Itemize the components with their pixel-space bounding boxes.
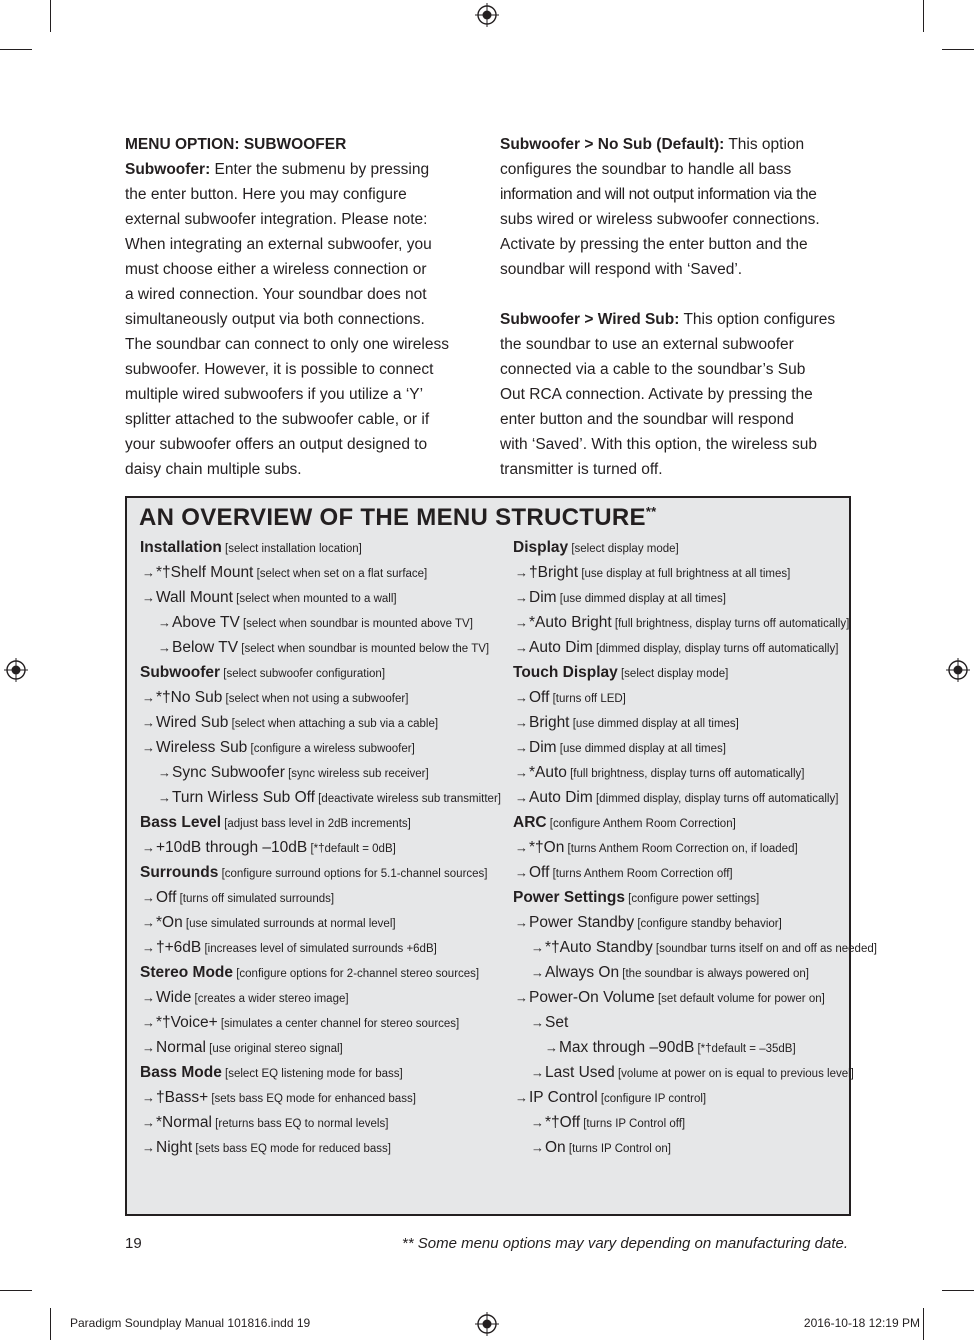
menu-option-note: [configure Anthem Room Correction]	[546, 818, 736, 830]
arrow-icon: →	[158, 640, 171, 655]
menu-option	[140, 835, 500, 860]
menu-option-label: Turn Wirless Sub Off	[172, 789, 315, 806]
arrow-icon: →	[515, 740, 528, 755]
menu-option-note: [select when attaching a sub via a cable]	[228, 718, 439, 730]
menu-option-note: [the soundbar is always powered on]	[619, 968, 809, 980]
menu-option-label: Power Settings	[513, 889, 625, 906]
menu-option	[140, 785, 500, 810]
menu-option	[513, 910, 847, 935]
menu-option-note: [returns bass EQ to normal levels]	[211, 1118, 389, 1130]
footnote-mark: **	[645, 504, 657, 519]
menu-option-label: Power Standby	[529, 914, 635, 931]
menu-option	[513, 735, 847, 760]
arrow-icon: →	[158, 790, 171, 805]
menu-option-note: [creates a wider stereo image]	[191, 993, 349, 1005]
menu-heading	[513, 535, 847, 560]
menu-option	[513, 935, 877, 960]
menu-option-note: [turns off simulated surrounds]	[176, 893, 335, 905]
slug-timestamp: 2016-10-18 12:19 PM	[803, 1316, 920, 1330]
arrow-icon: →	[142, 740, 155, 755]
text-line: external subwoofer integration. Please note:	[125, 211, 428, 228]
menu-option-label: Bass Mode	[140, 1064, 222, 1081]
menu-option-note: [full brightness, display turns off automatically]	[566, 768, 805, 780]
menu-option	[513, 710, 847, 735]
menu-option-label: Wall Mount	[156, 589, 233, 606]
menu-option	[513, 635, 847, 660]
crop-mark	[942, 49, 974, 50]
menu-heading	[140, 1060, 500, 1085]
menu-structure-box	[125, 496, 877, 1216]
arrow-icon: →	[515, 865, 528, 880]
menu-heading	[140, 660, 500, 685]
footer-note: ** Some menu options may vary depending on manufacturing date.	[401, 1235, 848, 1252]
menu-option-label: Below TV	[172, 639, 239, 656]
menu-option	[140, 760, 500, 785]
menu-heading	[513, 885, 847, 910]
text-line: daisy chain multiple subs.	[125, 461, 302, 478]
menu-option-note: [turns Anthem Room Correction off]	[549, 868, 733, 880]
menu-option-note: [configure options for 2-channel stereo sources]	[233, 968, 480, 980]
arrow-icon: →	[158, 615, 171, 630]
text-line: This option	[724, 136, 805, 153]
menu-option-note: [*†default = –35dB]	[694, 1043, 796, 1055]
menu-option-note: [turns off LED]	[549, 693, 626, 705]
menu-option-note: [configure power settings]	[624, 893, 760, 905]
menu-option-note: [select installation location]	[221, 543, 362, 555]
menu-option-label: Above TV	[172, 614, 240, 631]
menu-option-note: [use dimmed display at all times]	[556, 593, 726, 605]
menu-option-label: On	[545, 1139, 566, 1156]
menu-option	[140, 560, 500, 585]
arrow-icon: →	[545, 1040, 558, 1055]
crop-mark	[923, 0, 924, 32]
menu-option-note: [select display mode]	[617, 668, 729, 680]
menu-option-label: Wide	[156, 989, 192, 1006]
menu-option-note: [select subwoofer configuration]	[220, 668, 386, 680]
menu-option-note: [select when mounted to a wall]	[232, 593, 397, 605]
menu-option-note: [turns IP Control on]	[565, 1143, 671, 1155]
crop-mark	[923, 1308, 924, 1340]
menu-option	[513, 610, 850, 635]
arrow-icon: →	[142, 590, 155, 605]
arrow-icon: →	[142, 890, 155, 905]
arrow-icon: →	[515, 1090, 528, 1105]
menu-option-note: [set default volume for power on]	[654, 993, 825, 1005]
arrow-icon: →	[142, 565, 155, 580]
arrow-icon: →	[158, 765, 171, 780]
text-line: the enter button. Here you may configure	[125, 186, 407, 203]
menu-option-label: *†No Sub	[156, 689, 223, 706]
menu-option-note: [select when set on a flat surface]	[253, 568, 428, 580]
menu-option-label: Off	[156, 889, 177, 906]
crop-mark	[50, 1308, 51, 1340]
menu-option	[140, 910, 500, 935]
text-line: multiple wired subwoofers if you utilize a ‘Y’	[125, 386, 424, 403]
text-line: When integrating an external subwoofer, you	[125, 236, 432, 253]
menu-option-note: [configure surround options for 5.1-channel sources]	[218, 868, 488, 880]
menu-option-label: +10dB through –10dB	[156, 839, 308, 856]
arrow-icon: →	[142, 1090, 155, 1105]
no-sub-paragraph	[500, 132, 855, 157]
arrow-icon: →	[142, 915, 155, 930]
menu-option-note: [*†default = 0dB]	[307, 843, 396, 855]
menu-option-label: Wireless Sub	[156, 739, 248, 756]
arrow-icon: →	[515, 640, 528, 655]
menu-column-left	[140, 535, 500, 1160]
menu-option-note: [increases level of simulated surrounds +6dB]	[201, 943, 437, 955]
menu-option-label: *†Voice+	[156, 1014, 218, 1031]
menu-option	[140, 885, 500, 910]
menu-option-note: [turns IP Control off]	[580, 1118, 686, 1130]
text-line: enter button and the soundbar will respond	[500, 411, 794, 428]
menu-option-note: [use simulated surrounds at normal level]	[182, 918, 396, 930]
crop-mark	[50, 0, 51, 32]
arrow-icon: →	[531, 940, 544, 955]
text-line: subwoofer. However, it is possible to connect	[125, 361, 434, 378]
arrow-icon: →	[515, 840, 528, 855]
menu-option-label: Sync Subwoofer	[172, 764, 285, 781]
menu-option-label: Power-On Volume	[529, 989, 655, 1006]
menu-option	[513, 785, 847, 810]
text-line: connected via a cable to the soundbar’s Sub	[500, 361, 806, 378]
menu-option-note: [dimmed display, display turns off automatically]	[592, 793, 839, 805]
arrow-icon: →	[515, 790, 528, 805]
menu-option	[140, 685, 500, 710]
menu-option-note: [select display mode]	[568, 543, 679, 555]
menu-option-label: *†Auto Standby	[545, 939, 653, 956]
arrow-icon: →	[531, 1015, 544, 1030]
menu-option-label: IP Control	[529, 1089, 598, 1106]
text-line: transmitter is turned off.	[500, 461, 663, 478]
menu-option-label: *†On	[529, 839, 565, 856]
menu-heading	[140, 960, 500, 985]
text-line: a wired connection. Your soundbar does not	[125, 286, 427, 303]
menu-option-note: [use display at full brightness at all times]	[578, 568, 791, 580]
menu-option-note: [dimmed display, display turns off automatically]	[592, 643, 839, 655]
menu-option-note: [adjust bass level in 2dB increments]	[221, 818, 411, 830]
registration-mark-icon	[4, 658, 28, 682]
arrow-icon: →	[142, 690, 155, 705]
menu-option-note: [full brightness, display turns off automatically]	[611, 618, 850, 630]
section-heading: MENU OPTION: SUBWOOFER	[125, 136, 347, 153]
menu-option	[140, 735, 500, 760]
subwoofer-paragraph	[125, 157, 477, 182]
menu-option-label: Display	[513, 539, 569, 556]
menu-option-label: *†Off	[545, 1114, 581, 1131]
menu-option	[140, 985, 500, 1010]
menu-option	[513, 1035, 847, 1060]
menu-option-note: [soundbar turns itself on and off as needed]	[652, 943, 877, 955]
menu-option-label: Bass Level	[140, 814, 221, 831]
menu-option-note: [select when not using a subwoofer]	[222, 693, 409, 705]
menu-option	[513, 1085, 847, 1110]
menu-option-label: Bright	[529, 714, 570, 731]
menu-option-note: [simulates a center channel for stereo sources]	[217, 1018, 460, 1030]
paragraph-lead: Subwoofer:	[125, 161, 211, 178]
menu-option	[513, 860, 847, 885]
text-line: The soundbar can connect to only one wireless	[125, 336, 449, 353]
arrow-icon: →	[142, 840, 155, 855]
right-text-column	[500, 132, 855, 482]
registration-mark-icon	[475, 3, 499, 27]
menu-option-label: Surrounds	[140, 864, 219, 881]
arrow-icon: →	[515, 565, 528, 580]
menu-option	[513, 560, 847, 585]
arrow-icon: →	[515, 990, 528, 1005]
menu-option-label: Stereo Mode	[140, 964, 234, 981]
text-line: information and will not output information via the	[500, 186, 817, 203]
menu-structure-title: AN OVERVIEW OF THE MENU STRUCTURE**	[139, 504, 657, 531]
menu-option-label: *Normal	[156, 1114, 212, 1131]
arrow-icon: →	[531, 1065, 544, 1080]
slug-filename: Paradigm Soundplay Manual 101816.indd 19	[70, 1316, 311, 1330]
menu-option	[513, 960, 847, 985]
menu-option-label: †Bright	[529, 564, 579, 581]
menu-option-label: *Auto Bright	[529, 614, 612, 631]
menu-column-right	[513, 535, 877, 1160]
crop-mark	[0, 1290, 32, 1291]
text-line: soundbar will respond with ‘Saved’.	[500, 261, 743, 278]
text-line: must choose either a wireless connection or	[125, 261, 427, 278]
text-line: configures the soundbar to handle all bass	[500, 161, 792, 178]
arrow-icon: →	[142, 940, 155, 955]
paragraph-lead: Subwoofer > No Sub (Default):	[500, 136, 725, 153]
menu-option-label: Off	[529, 864, 550, 881]
menu-option-label: ARC	[513, 814, 547, 831]
menu-option-label: Max through –90dB	[559, 1039, 695, 1056]
text-line: Enter the submenu by pressing	[210, 161, 430, 178]
menu-option	[513, 1060, 854, 1085]
menu-option	[140, 1135, 500, 1160]
arrow-icon: →	[531, 1115, 544, 1130]
menu-option-note: [use dimmed display at all times]	[556, 743, 726, 755]
text-line: subs wired or wireless subwoofer connections.	[500, 211, 820, 228]
crop-mark	[942, 1290, 974, 1291]
text-line: Activate by pressing the enter button and the	[500, 236, 808, 253]
menu-option-label: Dim	[529, 589, 557, 606]
menu-option-label: Night	[156, 1139, 193, 1156]
menu-option-label: Last Used	[545, 1064, 615, 1081]
menu-option	[513, 985, 847, 1010]
menu-option-label: Auto Dim	[529, 639, 593, 656]
paragraph-lead: Subwoofer > Wired Sub:	[500, 311, 680, 328]
menu-option-note: [select EQ listening mode for bass]	[221, 1068, 403, 1080]
menu-option-label: *On	[156, 914, 183, 931]
text-line: with ‘Saved’. With this option, the wireless sub	[500, 436, 818, 453]
menu-option-note: [configure IP control]	[597, 1093, 707, 1105]
menu-heading	[140, 860, 500, 885]
menu-option	[513, 1110, 847, 1135]
arrow-icon: →	[515, 765, 528, 780]
text-line: This option configures	[679, 311, 836, 328]
menu-option	[140, 710, 500, 735]
arrow-icon: →	[142, 715, 155, 730]
menu-option-note: [configure a wireless subwoofer]	[247, 743, 415, 755]
menu-option-label: *Auto	[529, 764, 567, 781]
registration-mark-icon	[475, 1312, 499, 1336]
menu-option-label: Set	[545, 1014, 569, 1031]
arrow-icon: →	[515, 615, 528, 630]
menu-option	[140, 935, 500, 960]
text-line: splitter attached to the subwoofer cable, or if	[125, 411, 430, 428]
registration-mark-icon	[946, 658, 970, 682]
menu-option	[140, 1085, 500, 1110]
menu-option	[513, 835, 847, 860]
menu-option	[140, 585, 500, 610]
menu-option	[140, 1010, 500, 1035]
menu-option	[140, 1035, 500, 1060]
menu-option	[140, 635, 500, 660]
menu-option-note: [select when soundbar is mounted above TV]	[239, 618, 473, 630]
menu-option-note: [sets bass EQ mode for enhanced bass]	[208, 1093, 416, 1105]
menu-option-note: [sync wireless sub receiver]	[284, 768, 429, 780]
menu-option	[513, 760, 847, 785]
menu-heading	[140, 810, 500, 835]
menu-option-label: †+6dB	[156, 939, 202, 956]
arrow-icon: →	[531, 965, 544, 980]
text-line: your subwoofer offers an output designed to	[125, 436, 428, 453]
text-line: Out RCA connection. Activate by pressing the	[500, 386, 813, 403]
menu-option	[140, 1110, 500, 1135]
arrow-icon: →	[142, 1040, 155, 1055]
arrow-icon: →	[142, 990, 155, 1005]
arrow-icon: →	[142, 1015, 155, 1030]
menu-option-label: Wired Sub	[156, 714, 229, 731]
menu-option-note: [turns Anthem Room Correction on, if loaded]	[564, 843, 798, 855]
left-text-column	[125, 132, 477, 482]
crop-mark	[0, 49, 32, 50]
menu-option-note: [configure standby behavior]	[634, 918, 782, 930]
menu-option	[513, 1010, 847, 1035]
arrow-icon: →	[515, 590, 528, 605]
text-line: simultaneously output via both connections.	[125, 311, 425, 328]
menu-option-note: [use dimmed display at all times]	[569, 718, 739, 730]
menu-option-note: [sets bass EQ mode for reduced bass]	[192, 1143, 391, 1155]
menu-option	[513, 585, 847, 610]
menu-option-note: [volume at power on is equal to previous level]	[614, 1068, 854, 1080]
wired-sub-paragraph	[500, 307, 855, 332]
menu-option-label: Touch Display	[513, 664, 618, 681]
arrow-icon: →	[515, 690, 528, 705]
menu-option-label: Installation	[140, 539, 222, 556]
menu-option-label: Dim	[529, 739, 557, 756]
arrow-icon: →	[531, 1140, 544, 1155]
text-line: the soundbar to use an external subwoofer	[500, 336, 794, 353]
menu-option-label: Normal	[156, 1039, 206, 1056]
menu-heading	[513, 810, 847, 835]
menu-option-label: Off	[529, 689, 550, 706]
menu-option-note: [use original stereo signal]	[205, 1043, 343, 1055]
menu-option	[513, 1135, 847, 1160]
menu-heading	[513, 660, 847, 685]
arrow-icon: →	[515, 715, 528, 730]
menu-heading	[140, 535, 500, 560]
page-number: 19	[125, 1235, 142, 1252]
menu-option-label: Auto Dim	[529, 789, 593, 806]
menu-option	[513, 685, 847, 710]
menu-option-label: Always On	[545, 964, 620, 981]
menu-option-note: [deactivate wireless sub transmitter]	[314, 793, 501, 805]
arrow-icon: →	[142, 1115, 155, 1130]
arrow-icon: →	[142, 1140, 155, 1155]
arrow-icon: →	[515, 915, 528, 930]
menu-option-note: [select when soundbar is mounted below the TV]	[238, 643, 490, 655]
menu-option-label: *†Shelf Mount	[156, 564, 254, 581]
menu-option-label: †Bass+	[156, 1089, 209, 1106]
menu-option-label: Subwoofer	[140, 664, 221, 681]
menu-option	[140, 610, 500, 635]
